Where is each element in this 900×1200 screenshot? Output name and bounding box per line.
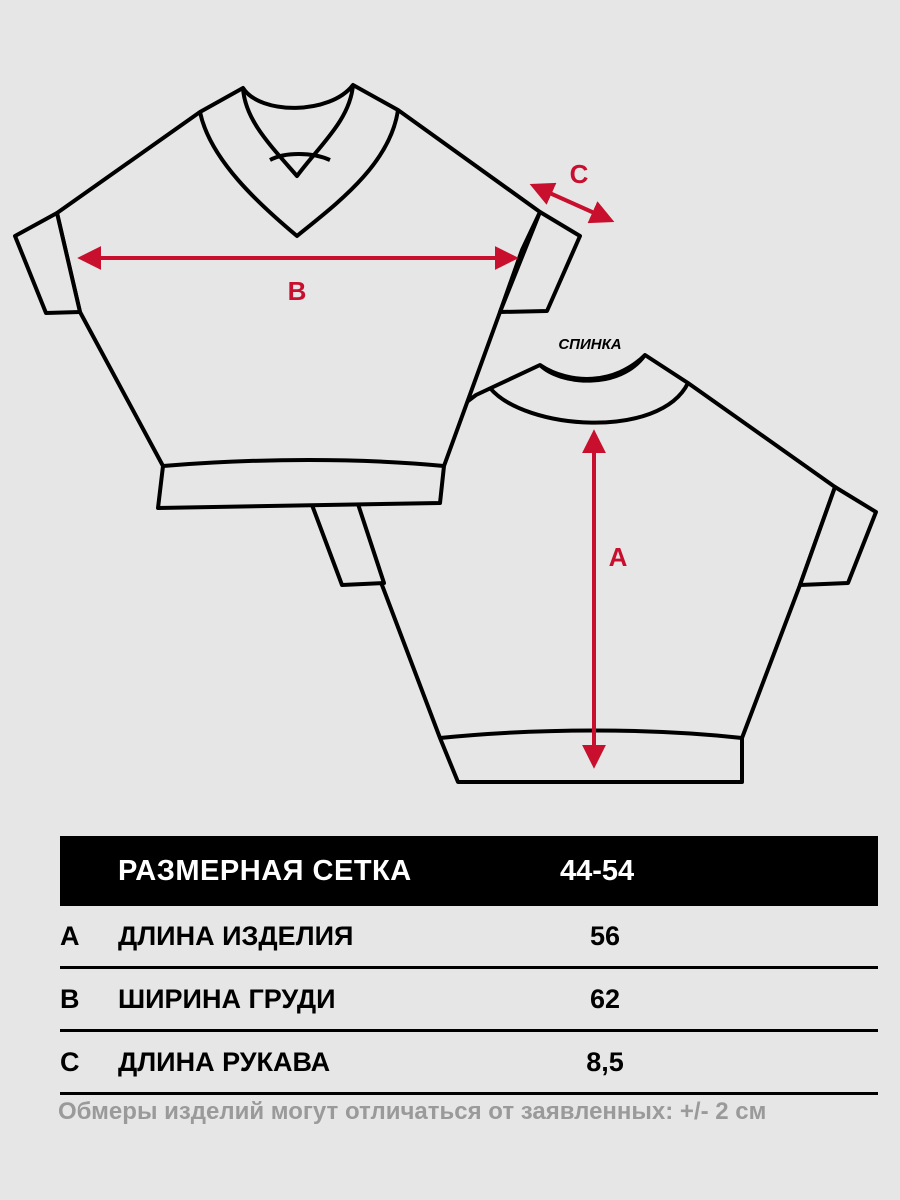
marker-a-label: A [608,542,628,572]
row-value: 62 [589,984,621,1014]
measurement-disclaimer: Обмеры изделий могут отличаться от заявленных: +/- 2 см [58,1098,767,1125]
table-row [60,906,878,969]
marker-c-label: C [569,159,589,189]
row-key: B [60,984,80,1014]
row-value: 8,5 [586,1047,624,1077]
row-key: A [60,921,80,951]
table-row [60,969,878,1032]
size-table [60,836,878,1095]
row-label: ШИРИНА ГРУДИ [118,984,336,1014]
marker-b-label: B [287,276,307,306]
row-label: ДЛИНА ИЗДЕЛИЯ [118,921,354,951]
row-label: ДЛИНА РУКАВА [118,1047,331,1077]
size-chart-title: РАЗМЕРНАЯ СЕТКА [118,855,412,887]
size-table-header [60,836,878,906]
size-range: 44-54 [560,855,635,887]
table-row [60,1032,878,1095]
row-key: C [60,1047,80,1077]
row-value: 56 [589,921,621,951]
back-view-label: СПИНКА [558,336,622,353]
